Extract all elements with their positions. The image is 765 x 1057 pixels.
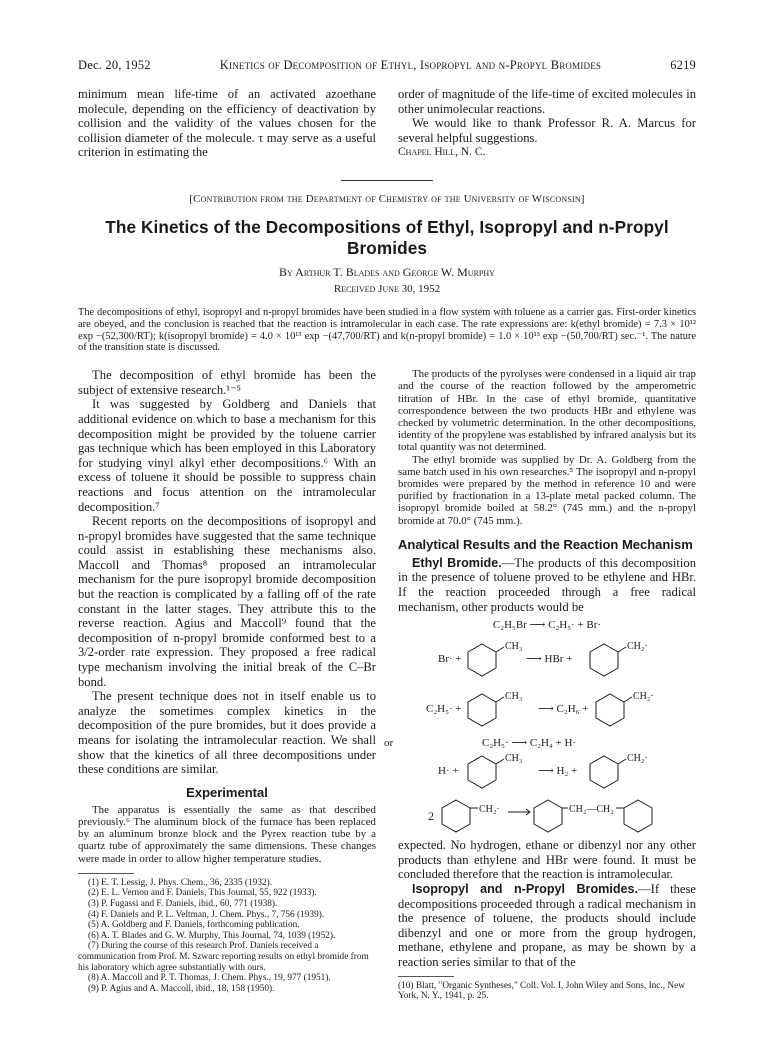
body-paragraph: The decomposition of ethyl bromide has been the subject of extensive research.¹⁻⁵	[78, 368, 376, 397]
svg-text:CH₂·: CH₂·	[627, 641, 648, 653]
body-paragraph: It was suggested by Goldberg and Daniels that additional evidence on which to base a mechanism for this decomposition might be provided by the toluene carrier gas technique which has been employed in this Laboratory for studying vinyl alkyl ether decompositions.⁶ With an excess of toluene it should be possible to suppress chain reactions and focus attention on the intramolecular decomposition.⁷	[78, 397, 376, 514]
article-title: The Kinetics of the Decompositions of Ethyl, Isopropyl and n-Propyl Bromides	[105, 216, 669, 258]
svg-text:CH₂·: CH₂·	[633, 691, 654, 703]
footnote: (5) A. Goldberg and F. Daniels, forthcoming publication.	[88, 920, 300, 931]
footnote: (9) P. Agius and A. Maccoll, ibid., 18, 158 (1950).	[88, 983, 275, 994]
svg-text:CH₃: CH₃	[505, 753, 523, 765]
running-header	[78, 58, 696, 73]
reaction-scheme-structures	[384, 634, 696, 834]
body-paragraph: The present technique does not in itself enable us to analyze the sometimes complex kinetics in the decomposition of the pure bromides, but it does provide a means for isolating the intramolecular reaction. We shall show that the kinetics of all three decompositions under these conditions are similar.	[78, 689, 376, 777]
or-label: or	[384, 737, 394, 750]
runin-heading: Isopropyl and n-Propyl Bromides.	[412, 881, 639, 896]
equation: C₂H₅· ⟶ C₂H₄ + H·	[482, 737, 577, 750]
left-column	[78, 368, 376, 1002]
article-authors: By Arthur T. Blades and George W. Murphy	[279, 264, 495, 279]
benzene-ring-icon	[590, 644, 626, 676]
body-paragraph: Ethyl Bromide.—The products of this decomposition in the presence of toluene proved to be ethylene and HBr. If the reaction proceeded through a free radical mechanism, other products would be	[398, 555, 696, 614]
benzene-ring-icon	[534, 800, 568, 832]
footnote: (1) E. T. Lessig, J. Phys. Chem., 36, 2335 (1932).	[88, 877, 273, 888]
received-date: Received June 30, 1952	[333, 282, 441, 295]
right-column	[384, 368, 696, 1002]
contribution-line: [Contribution from the Department of Chemistry of the University of Wisconsin]	[189, 192, 585, 205]
eq-text: Br· +	[438, 653, 462, 666]
equation: C₂H₅Br ⟶ C₂H₅· + Br·	[492, 619, 602, 632]
reaction-scheme	[384, 618, 696, 834]
svg-text:2: 2	[428, 809, 434, 824]
benzene-ring-icon	[596, 694, 632, 726]
footnote: (7) During the course of this research Prof. Daniels received a communication from Prof. M. Szwarc reporting results on ethyl bromide from his laboratory which agree substantially with ours.	[78, 941, 369, 973]
body-paragraph: The ethyl bromide was supplied by Dr. A. Goldberg from the same batch used in his own researches.⁵ The isopropyl and n-propyl bromides were prepared by the method in reference 10 and were purified by fractionation in a 13-plate metal packed column. The isopropyl bromide boiled at 58.2° (745 mm.) and the n-propyl bromide at 70.0° (745 mm.).	[398, 453, 696, 527]
experimental-heading: Experimental	[186, 784, 268, 800]
continued-paragraph-right: order of magnitude of the life-time of excited molecules in other unimolecular reactions.	[398, 87, 696, 116]
results-heading: Analytical Results and the Reaction Mechanism	[398, 536, 693, 552]
runin-heading: Ethyl Bromide.	[412, 555, 502, 570]
eq-text: ⟶ C₂H₆ +	[538, 703, 589, 716]
benzene-ring-icon	[468, 694, 504, 726]
benzene-ring-icon	[468, 756, 504, 788]
svg-text:CH₂·: CH₂·	[627, 753, 648, 765]
footnote: (2) E. L. Vernon and F. Daniels, This Journal, 55, 922 (1933).	[88, 888, 317, 899]
continued-text	[78, 87, 696, 160]
acknowledgment: We would like to thank Professor R. A. Marcus for several helpful suggestions.	[398, 116, 696, 145]
section-divider	[341, 180, 433, 181]
svg-text:CH₂·: CH₂·	[479, 804, 500, 816]
benzene-ring-icon	[442, 800, 478, 832]
footnote: (8) A. Maccoll and P. T. Thomas, J. Chem. Phys., 19, 977 (1951).	[88, 973, 331, 984]
body-paragraph: Isopropyl and n-Propyl Bromides.—If these decompositions proceeded through a radical mechanism in the presence of toluene, the products should include dibenzyl and one or more from the group hydrogen, methane, ethylene and propane, as may be shown by a reaction series similar to that of the	[398, 881, 696, 969]
footnotes	[78, 878, 376, 995]
eq-text: C₂H₅· +	[426, 703, 462, 716]
body-paragraph: The apparatus is essentially the same as that described previously.⁶ The aluminum block of the furnace has been replaced by an aluminum bronze block and the Pyrex reaction tube by a quartz tube of approximately the same dimensions. These changes were made in order to allow higher temperature studies.	[78, 803, 376, 865]
eq-text: ⟶ H₂ +	[538, 765, 578, 778]
body-paragraph: Recent reports on the decompositions of isopropyl and n-propyl bromides have suggested that the same technique could assist in establishing these mechanisms also. Maccoll and Thomas⁸ proposed an intramolecular mechanism for the pure isopropyl bromide decomposition but the reaction is complicated by a falling off of the rate constant in the latter stages. They attribute this to the reverse reaction. Agius and Maccoll⁹ found that the decomposition of n-propyl bromide conformed best to a 3/2-order rate expression. They proposed a free radical type mechanism involving the initial break of the C–Br bond.	[78, 514, 376, 689]
eq-text: ⟶ HBr +	[526, 653, 573, 666]
place-line: Chapel Hill, N. C.	[398, 146, 486, 159]
footnote: (4) F. Daniels and P. L. Veltman, J. Chem. Phys., 7, 756 (1939).	[88, 909, 325, 920]
header-date: Dec. 20, 1952	[78, 58, 151, 72]
header-title: Kinetics of Decomposition of Ethyl, Isopropyl and n-Propyl Bromides	[219, 58, 602, 72]
header-page-number: 6219	[670, 58, 696, 72]
svg-text:CH₃: CH₃	[505, 691, 523, 703]
benzene-ring-icon	[616, 800, 652, 832]
footnote-divider	[398, 976, 454, 977]
benzene-ring-icon	[468, 644, 504, 676]
eq-text: H· +	[438, 765, 459, 778]
body-paragraph: expected. No hydrogen, ethane or dibenzyl nor any other products than ethylene and HBr were found. It must be concluded therefore that the reaction is intramolecular.	[398, 838, 696, 882]
svg-text:CH₂—CH₂: CH₂—CH₂	[569, 804, 614, 816]
benzene-ring-icon	[590, 756, 626, 788]
continued-paragraph: minimum mean life-time of an activated azoethane molecule, depending on the efficiency of deactivation by collision and the validity of the values chosen for the collision diameter of the molecule. τ may serve as a useful criterion in estimating the	[78, 87, 376, 160]
body-paragraph: The products of the pyrolyses were condensed in a liquid air trap and the course of the reaction followed by the amperometric titration of HBr. In the case of ethyl bromide, quantitative correspondence between the two products HBr and ethylene was checked by volumetric determination. In the other decompositions, identity of the propylene was established by infrared analysis but its total quantity was not determined.	[398, 368, 696, 454]
arrow-icon	[508, 809, 530, 815]
article-body	[78, 368, 696, 1002]
footnote: (10) Blatt, "Organic Syntheses," Coll. Vol. I, John Wiley and Sons, Inc., New York, N. Y., 1941, p. 25.	[398, 980, 685, 1002]
footnote: (3) P. Fugassi and F. Daniels, ibid., 60, 771 (1938).	[88, 898, 278, 909]
abstract: The decompositions of ethyl, isopropyl and n-propyl bromides have been studied in a flow system with toluene as a carrier gas. First-order kinetics are obeyed, and the conclusion is reached that the reaction is intramolecular in each case. The rate expressions are: k(ethyl bromide) = 7.3 × 10¹² exp −(52,300/RT); k(isopropyl bromide) = 4.0 × 10¹³ exp −(47,700/RT) and k(n-propyl bromide) = 1.0 × 10¹³ exp −(50,700/RT) sec.⁻¹. The nature of the transition state is discussed.	[78, 306, 696, 354]
svg-text:CH₃: CH₃	[505, 641, 523, 653]
footnote-divider	[78, 873, 134, 874]
journal-page	[78, 58, 696, 1002]
footnote: (6) A. T. Blades and G. W. Murphy, This Journal, 74, 1039 (1952).	[88, 930, 336, 941]
